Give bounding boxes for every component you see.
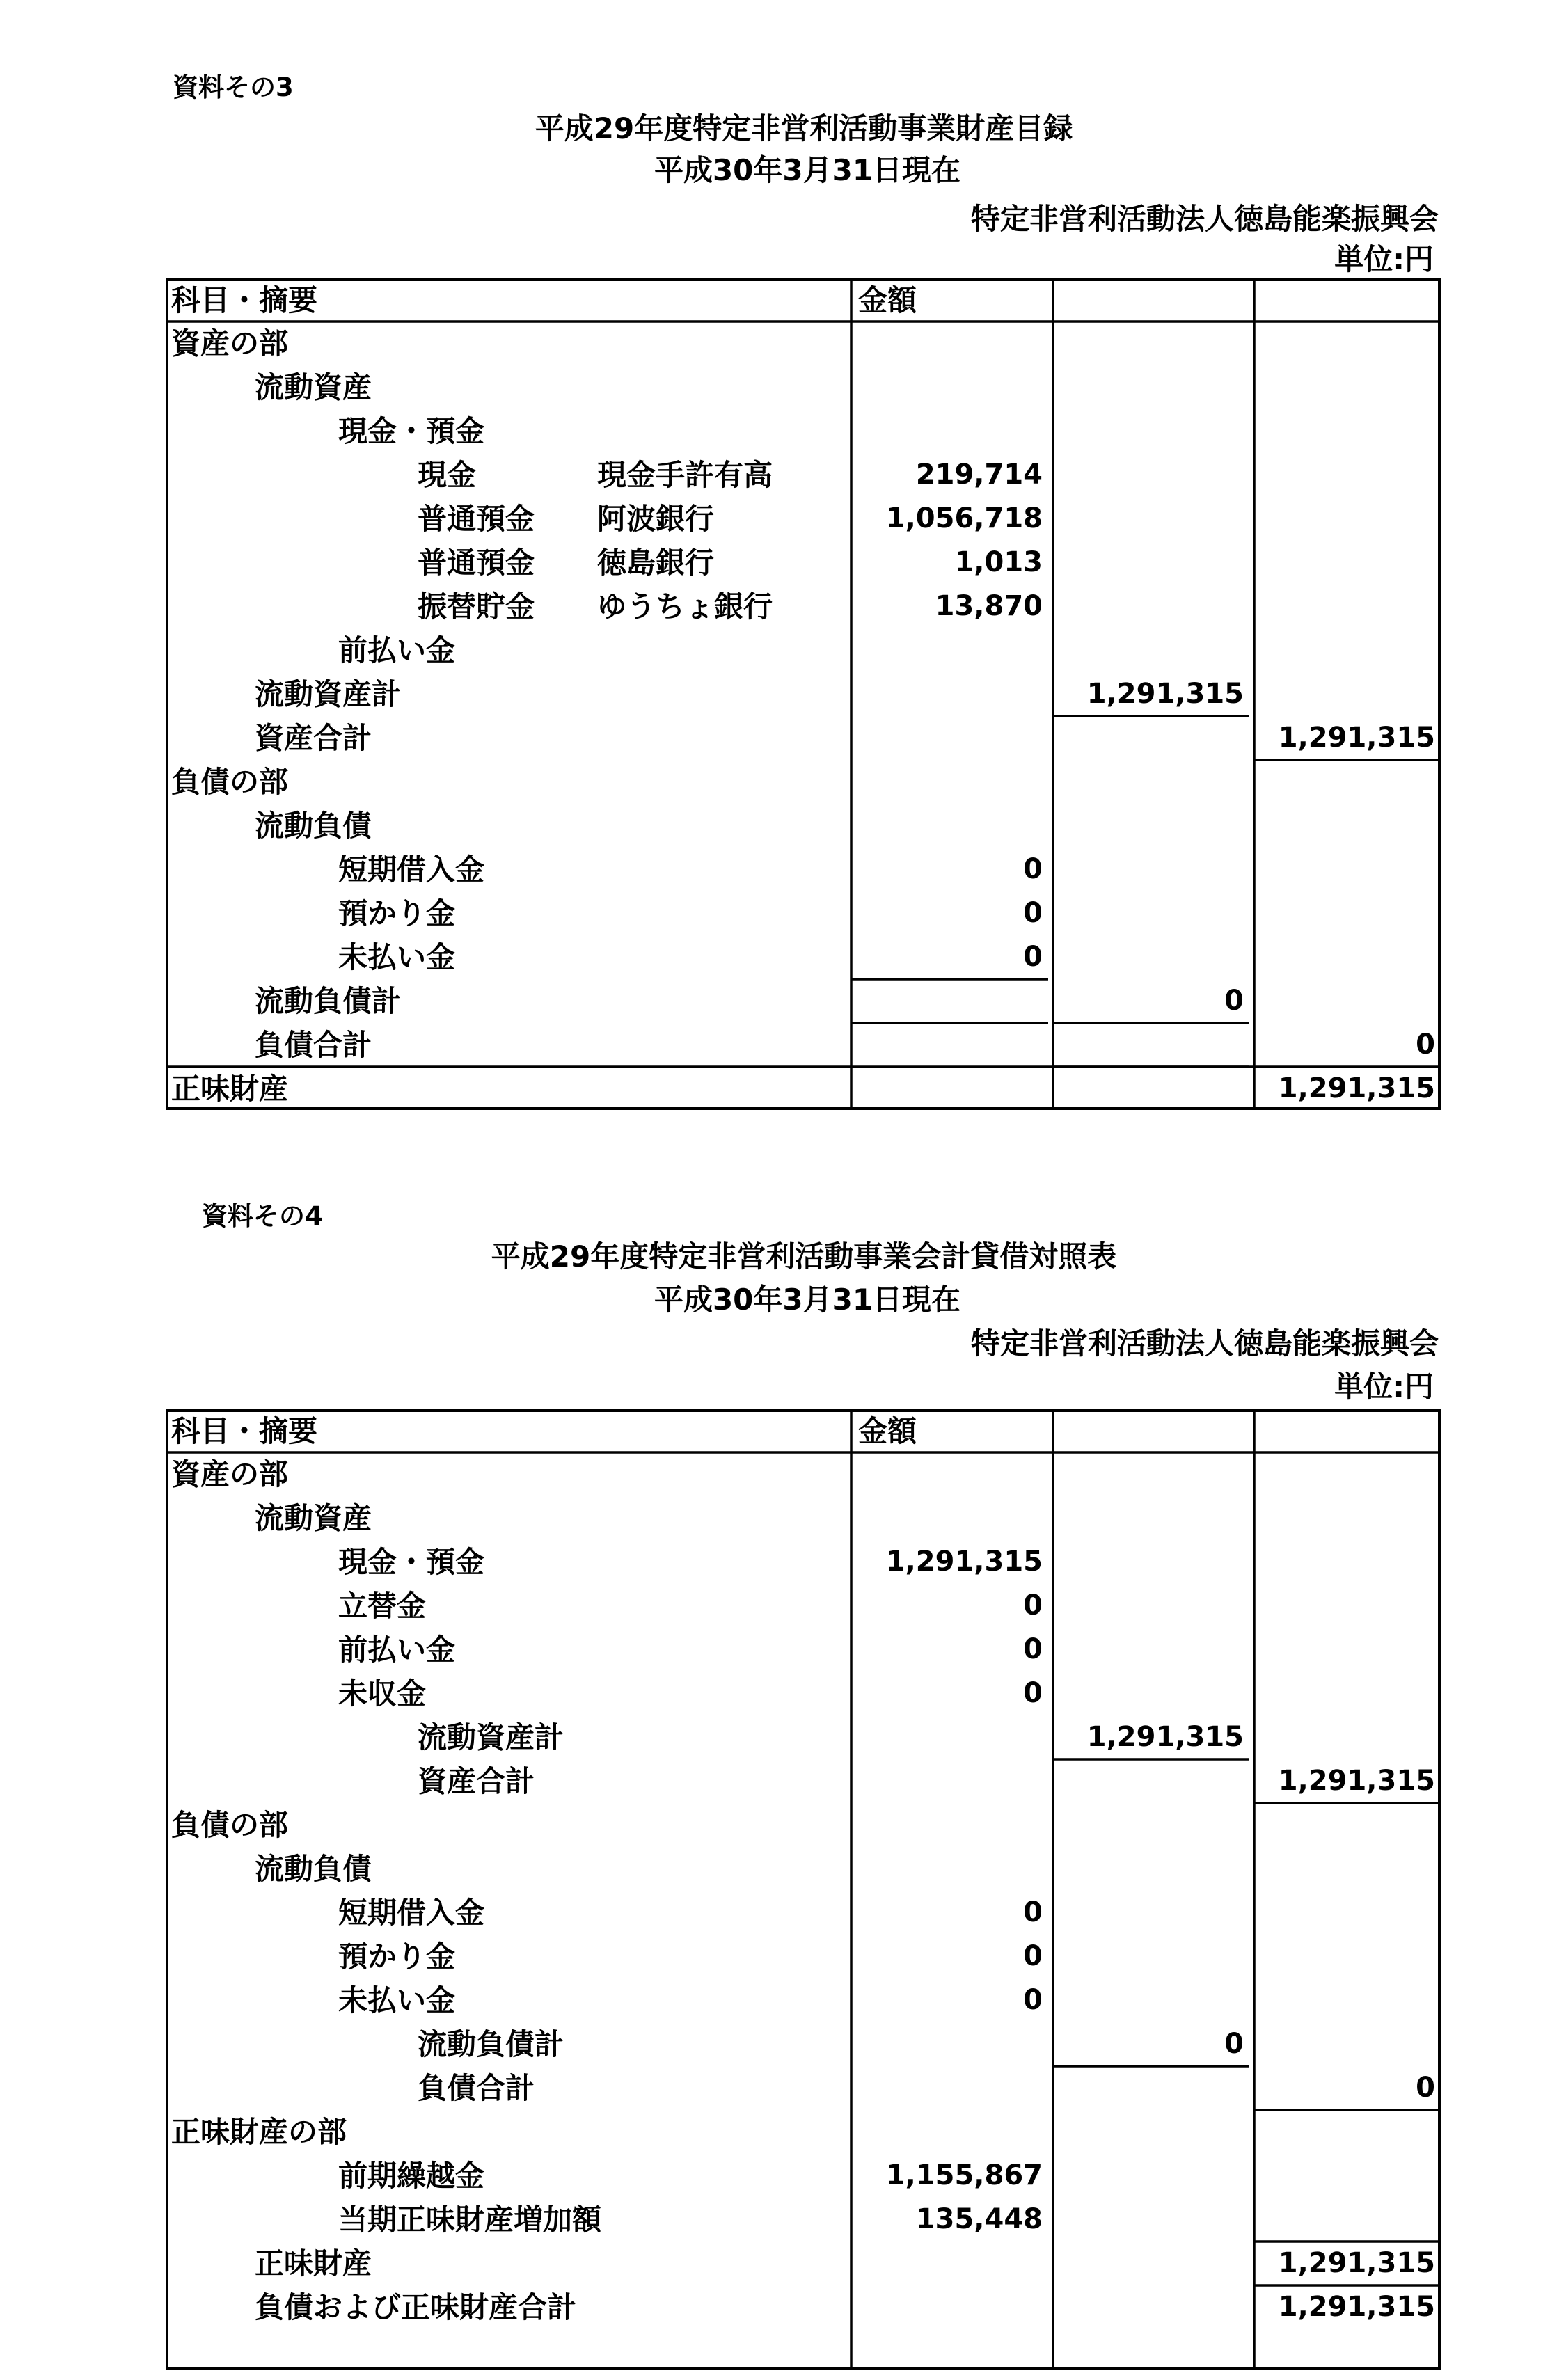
doc4-label: 資料その4: [202, 1201, 323, 1231]
row-label: 前払い金: [338, 633, 456, 667]
table-row: [166, 2242, 1441, 2285]
table-row: [166, 365, 1441, 409]
row-label: 正味財産: [255, 2246, 372, 2280]
table-row: [166, 628, 1441, 672]
table-row: [166, 1067, 1441, 1111]
header-label: 科目・摘要: [171, 283, 318, 317]
row-label: 負債および正味財産合計: [255, 2290, 577, 2324]
amount-c1: 0: [1023, 897, 1043, 929]
doc3-unit: 単位:円: [1334, 242, 1434, 276]
amount-c3: 0: [1416, 2072, 1435, 2104]
row-label: 現金・預金: [338, 414, 485, 448]
row-description: ゆうちょ銀行: [597, 589, 773, 624]
table-row: [166, 497, 1441, 541]
row-label: 資産の部: [171, 1457, 289, 1491]
amount-c1: 1,155,867: [885, 2159, 1043, 2191]
doc4-unit: 単位:円: [1334, 1370, 1434, 1404]
table-row: [166, 1496, 1441, 1540]
amount-c2: 0: [1224, 985, 1244, 1017]
table-row: [166, 2022, 1441, 2066]
row-label: 負債合計: [418, 2071, 535, 2105]
amount-c2: 1,291,315: [1086, 1721, 1244, 1753]
row-label: 流動資産計: [255, 677, 402, 711]
row-label: 短期借入金: [338, 1896, 485, 1930]
row-label: 流動負債: [255, 1852, 372, 1886]
doc3-title: 平成29年度特定非営利活動事業財産目録: [535, 111, 1073, 145]
doc3-table: [166, 278, 1441, 1110]
amount-c1: 0: [1023, 1677, 1043, 1709]
row-label: 立替金: [338, 1589, 427, 1623]
amount-c1: 13,870: [935, 590, 1043, 622]
amount-c1: 1,013: [954, 546, 1043, 578]
row-label: 未払い金: [338, 940, 456, 974]
doc4-table: [166, 1409, 1441, 2370]
row-label: 未収金: [338, 1676, 427, 1711]
amount-c1: 0: [1023, 1633, 1043, 1665]
row-label: 当期正味財産増加額: [338, 2203, 602, 2237]
amount-c1: 135,448: [915, 2203, 1043, 2235]
table-row: [166, 585, 1441, 628]
table-row: [166, 1978, 1441, 2022]
row-label: 普通預金: [418, 546, 535, 580]
table-row: [166, 1452, 1441, 1496]
doc4-title: 平成29年度特定非営利活動事業会計貸借対照表: [491, 1239, 1117, 1274]
amount-c1: 0: [1023, 1896, 1043, 1928]
table-row: [166, 2110, 1441, 2154]
amount-c2: 0: [1224, 2028, 1244, 2060]
table-row: [166, 541, 1441, 585]
row-label: 負債の部: [171, 765, 289, 799]
table-row: [166, 935, 1441, 979]
row-label: 資産合計: [418, 1764, 535, 1798]
row-label: 現金・預金: [338, 1545, 485, 1579]
doc3-org: 特定非営利活動法人徳島能楽振興会: [970, 202, 1439, 236]
amount-c2: 1,291,315: [1086, 678, 1244, 710]
row-label: 流動資産: [255, 370, 372, 404]
amount-c1: 219,714: [915, 459, 1043, 491]
row-label: 短期借入金: [338, 852, 485, 887]
row-description: 現金手許有高: [597, 458, 773, 492]
doc3-date: 平成30年3月31日現在: [654, 153, 961, 187]
table-row: [166, 848, 1441, 891]
table-row: [166, 804, 1441, 848]
row-label: 正味財産: [171, 1072, 289, 1106]
row-label: 流動負債: [255, 809, 372, 843]
table-row: [166, 453, 1441, 497]
table-row: [166, 409, 1441, 453]
table-row: [166, 760, 1441, 804]
table-row: [166, 891, 1441, 935]
amount-c1: 0: [1023, 1589, 1043, 1621]
table-row: [166, 1584, 1441, 1628]
table-row: [166, 1672, 1441, 1715]
amount-c1: 0: [1023, 1984, 1043, 2016]
row-label: 流動負債計: [418, 2027, 564, 2061]
row-label: 資産合計: [255, 721, 372, 755]
amount-c3: 1,291,315: [1278, 2247, 1435, 2279]
table-row: [166, 2198, 1441, 2242]
table-row: [166, 1935, 1441, 1978]
amount-c3: 0: [1416, 1029, 1435, 1061]
row-description: 阿波銀行: [597, 502, 715, 536]
doc4-date: 平成30年3月31日現在: [654, 1283, 961, 1317]
row-label: 前期繰越金: [338, 2159, 485, 2193]
row-label: 流動資産: [255, 1501, 372, 1535]
amount-c1: 0: [1023, 941, 1043, 973]
table-row: [166, 979, 1441, 1023]
table-header: [166, 278, 1441, 322]
row-label: 現金: [418, 458, 477, 492]
amount-c3: 1,291,315: [1278, 1072, 1435, 1104]
table-row: [166, 2066, 1441, 2110]
header-label: 科目・摘要: [171, 1414, 318, 1448]
table-row: [166, 1803, 1441, 1847]
table-row: [166, 2154, 1441, 2198]
row-label: 預かり金: [338, 1939, 456, 1974]
header-amount: 金額: [858, 1414, 917, 1448]
table-row: [166, 1023, 1441, 1067]
table-row: [166, 322, 1441, 365]
table-row: [166, 1891, 1441, 1935]
row-label: 前払い金: [338, 1633, 456, 1667]
table-header: [166, 1409, 1441, 1453]
amount-c1: 0: [1023, 1940, 1043, 1972]
amount-c1: 1,291,315: [885, 1546, 1043, 1578]
amount-c1: 0: [1023, 853, 1043, 885]
row-label: 預かり金: [338, 896, 456, 930]
table-row: [166, 672, 1441, 716]
table-row: [166, 1540, 1441, 1584]
row-label: 流動資産計: [418, 1720, 564, 1754]
row-label: 振替貯金: [418, 589, 535, 624]
table-row: [166, 716, 1441, 760]
row-label: 正味財産の部: [171, 2115, 347, 2149]
amount-c3: 1,291,315: [1278, 2291, 1435, 2323]
table-row: [166, 2285, 1441, 2329]
table-row: [166, 1715, 1441, 1759]
table-row: [166, 1847, 1441, 1891]
amount-c3: 1,291,315: [1278, 1765, 1435, 1797]
header-amount: 金額: [858, 283, 917, 317]
row-label: 負債の部: [171, 1808, 289, 1842]
row-description: 徳島銀行: [597, 546, 715, 580]
row-label: 資産の部: [171, 326, 289, 360]
row-label: 負債合計: [255, 1028, 372, 1062]
row-label: 未払い金: [338, 1983, 456, 2017]
table-row: [166, 1759, 1441, 1803]
table-row: [166, 1628, 1441, 1672]
row-label: 普通預金: [418, 502, 535, 536]
doc3-label: 資料その3: [173, 72, 294, 102]
row-label: 流動負債計: [255, 984, 402, 1018]
doc4-org: 特定非営利活動法人徳島能楽振興会: [970, 1326, 1439, 1360]
amount-c3: 1,291,315: [1278, 722, 1435, 754]
amount-c1: 1,056,718: [885, 502, 1043, 534]
